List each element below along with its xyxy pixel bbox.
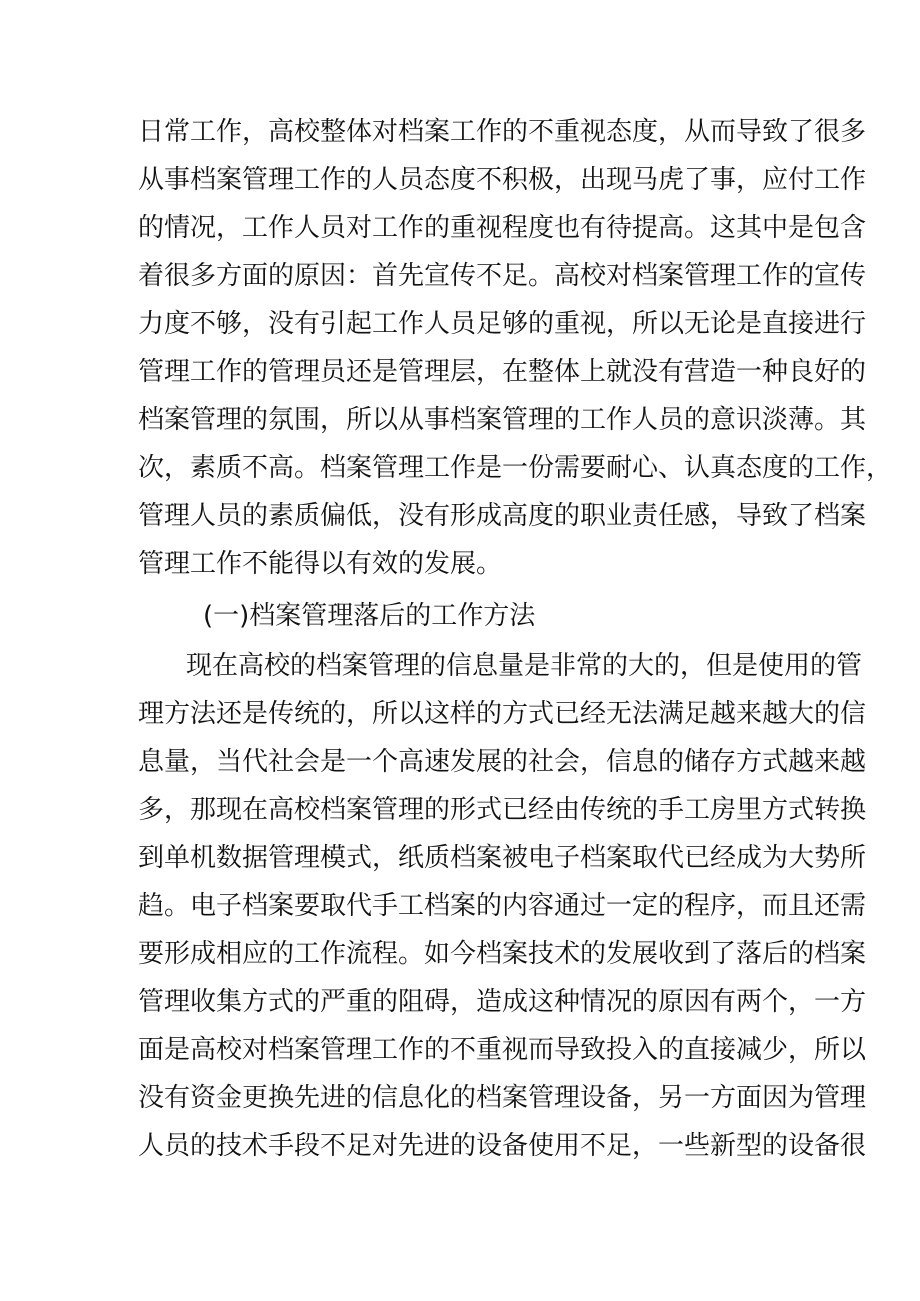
paragraph-2-line-7: 要形成相应的工作流程。如今档案技术的发展收到了落后的档案 xyxy=(138,939,867,969)
paragraph-1-line-4: 着很多方面的原因：首先宣传不足。高校对档案管理工作的宣传 xyxy=(138,261,867,291)
paragraph-2-line-9: 面是高校对档案管理工作的不重视而导致投入的直接减少，所以 xyxy=(138,1035,867,1065)
paragraph-2-line-5: 到单机数据管理模式，纸质档案被电子档案取代已经成为大势所 xyxy=(138,843,867,873)
paragraph-2-line-11: 人员的技术手段不足对先进的设备使用不足，一些新型的设备很 xyxy=(138,1131,867,1161)
paragraph-2-line-3: 息量，当代社会是一个高速发展的社会，信息的储存方式越来越 xyxy=(138,747,867,777)
paragraph-1-line-10: 管理工作不能得以有效的发展。 xyxy=(138,549,503,579)
paragraph-1-line-5: 力度不够，没有引起工作人员足够的重视，所以无论是直接进行 xyxy=(138,309,867,339)
paragraph-2-line-10: 没有资金更换先进的信息化的档案管理设备，另一方面因为管理 xyxy=(138,1083,867,1113)
paragraph-1-line-6: 管理工作的管理员还是管理层，在整体上就没有营造一种良好的 xyxy=(138,357,867,387)
paragraph-2-line-8: 管理收集方式的严重的阻碍，造成这种情况的原因有两个，一方 xyxy=(138,987,867,1017)
paragraph-1-line-2: 从事档案管理工作的人员态度不积极，出现马虎了事，应付工作 xyxy=(138,165,867,195)
paragraph-2-line-2: 理方法还是传统的，所以这样的方式已经无法满足越来越大的信 xyxy=(138,699,867,729)
paragraph-2-line-1: 现在高校的档案管理的信息量是非常的大的，但是使用的管 xyxy=(186,651,863,681)
section-heading: (一)档案管理落后的工作方法 xyxy=(203,601,536,631)
paragraph-1-line-9: 管理人员的素质偏低，没有形成高度的职业责任感，导致了档案 xyxy=(138,501,867,531)
paragraph-2-line-4: 多，那现在高校档案管理的形式已经由传统的手工房里方式转换 xyxy=(138,795,867,825)
paragraph-1-line-1: 日常工作，高校整体对档案工作的不重视态度，从而导致了很多 xyxy=(138,117,867,147)
paragraph-1-line-7: 档案管理的氛围，所以从事档案管理的工作人员的意识淡薄。其 xyxy=(138,405,867,435)
paragraph-2-line-6: 趋。电子档案要取代手工档案的内容通过一定的程序，而且还需 xyxy=(138,891,867,921)
paragraph-1-line-3: 的情况，工作人员对工作的重视程度也有待提高。这其中是包含 xyxy=(138,213,867,243)
paragraph-1-line-8: 次，素质不高。档案管理工作是一份需要耐心、认真态度的工作， xyxy=(138,453,893,483)
